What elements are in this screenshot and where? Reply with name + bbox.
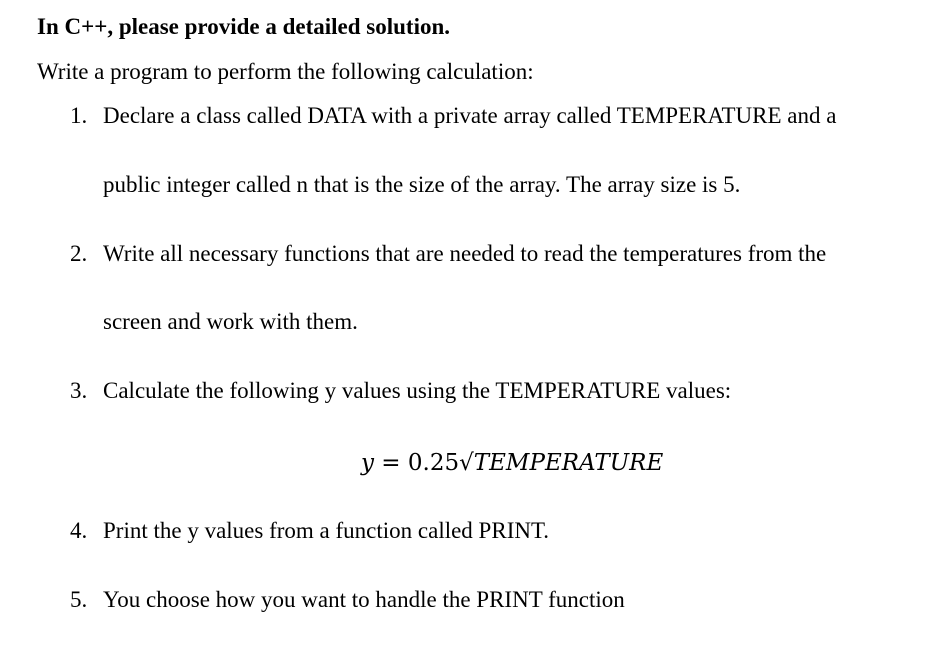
item-2-line-1: Write all necessary functions that are needed to read the temperatures from the [103, 241, 827, 266]
formula-coefficient: 0.25 [407, 450, 460, 476]
item-1-number: 1. [70, 103, 88, 128]
item-3-line-1: Calculate the following y values using the TEMPERATURE values: [103, 378, 732, 403]
item-5-line-1: You choose how you want to handle the PRINT function [103, 587, 625, 612]
question-heading: In C++, please provide a detailed solution. [37, 14, 451, 39]
item-4-number: 4. [70, 518, 88, 543]
item-2-number: 2. [70, 241, 88, 266]
item-1-line-1: Declare a class called DATA with a private array called TEMPERATURE and a [103, 103, 837, 128]
formula [361, 449, 663, 477]
item-4-line-1: Print the y values from a function called PRINT. [103, 518, 550, 543]
formula-lhs: y [361, 450, 374, 476]
item-1-line-2: public integer called n that is the size of the array. The array size is 5. [103, 172, 741, 197]
item-3-number: 3. [70, 378, 88, 403]
question-intro: Write a program to perform the following calculation: [37, 59, 534, 84]
item-5-number: 5. [70, 587, 88, 612]
formula-equals: = [374, 450, 408, 476]
item-2-line-2: screen and work with them. [103, 309, 358, 334]
formula-radical: √ [459, 450, 474, 476]
formula-radicand: TEMPERATURE [473, 450, 664, 476]
